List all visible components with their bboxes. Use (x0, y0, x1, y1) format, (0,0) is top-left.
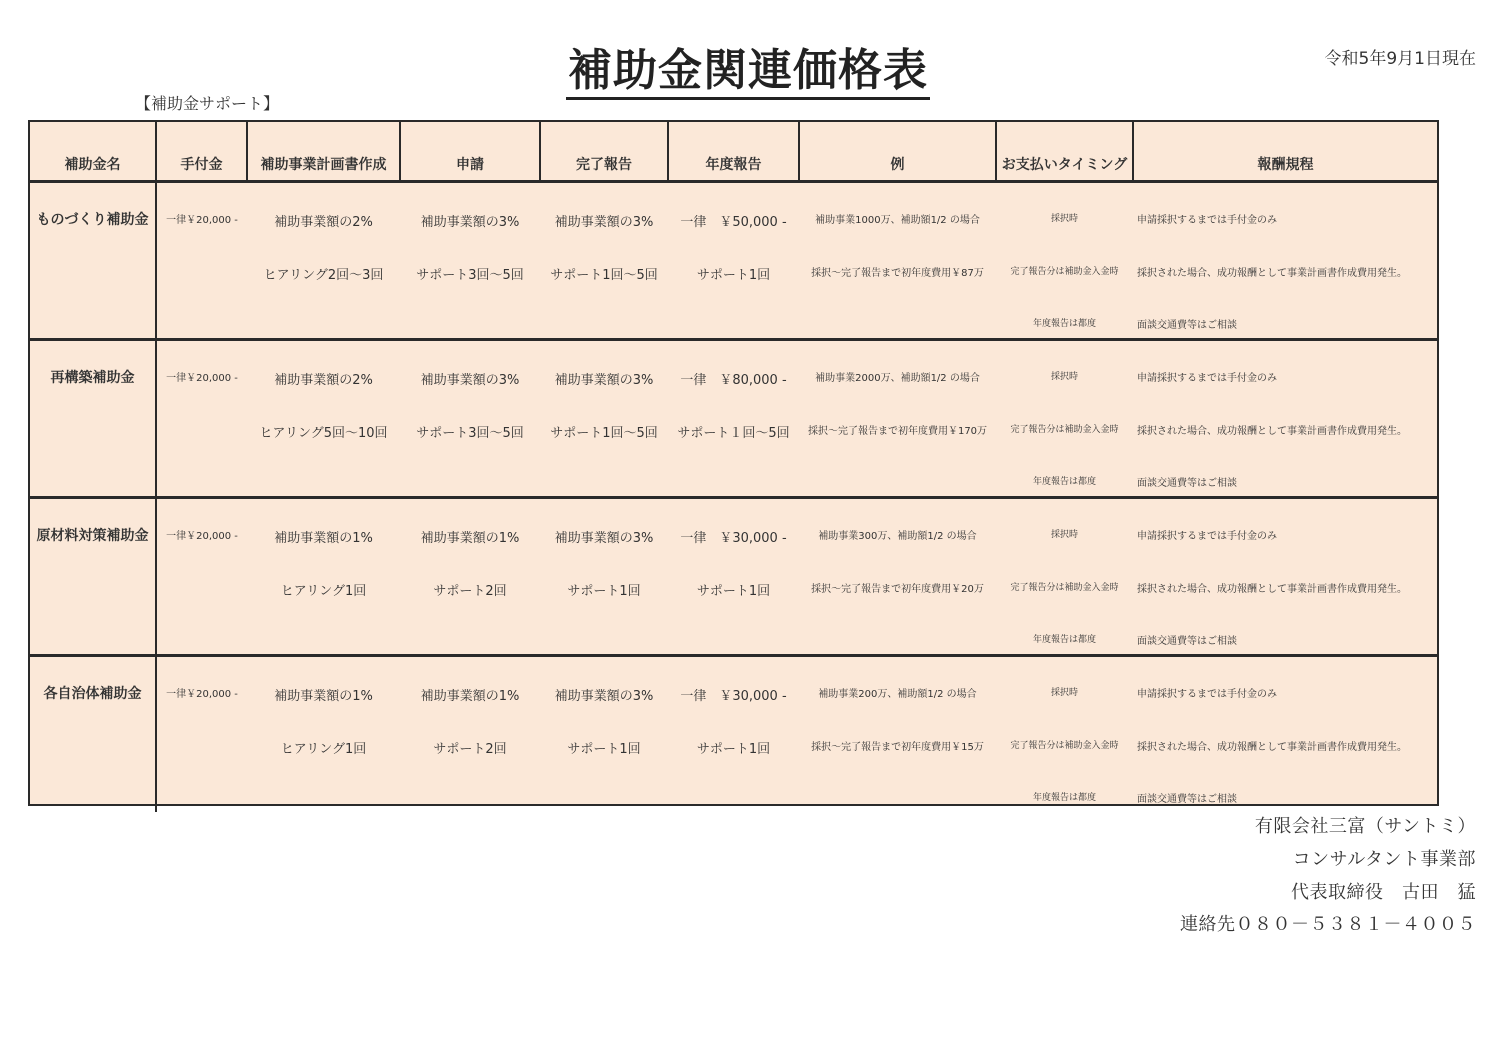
header-cell: お支払いタイミング (996, 122, 1133, 182)
deposit-cell (156, 498, 247, 656)
section-label: 【補助金サポート】 (135, 94, 280, 113)
completion-cell (540, 182, 668, 340)
completion-cell (540, 498, 668, 656)
completion-line: サポート1回 (567, 584, 641, 599)
price-table (28, 120, 1439, 806)
rules-line: 面談交通費等はご相談 (1137, 478, 1237, 489)
completion-line: 補助事業額の3% (554, 215, 654, 230)
apply-cell (400, 182, 540, 340)
annual-line: サポート1回 (696, 742, 771, 757)
subsidy-name: 各自治体補助金 (30, 656, 156, 813)
rules-line: 採択された場合、成功報酬として事業計画書作成費用発生。 (1137, 742, 1407, 753)
plan-cell (247, 498, 400, 656)
rules-cell (1133, 182, 1437, 340)
example-line: 補助事業200万、補助額1/2 の場合 (818, 689, 977, 700)
timing-cell (996, 498, 1133, 656)
footer-department: コンサルタント事業部 (1292, 849, 1476, 870)
rules-line: 申請採択するまでは手付金のみ (1137, 689, 1277, 700)
header-cell: 例 (799, 122, 996, 182)
rules-line: 採択された場合、成功報酬として事業計画書作成費用発生。 (1137, 426, 1407, 437)
page-title-text: 補助金関連価格表 (566, 45, 930, 100)
rules-line: 採択された場合、成功報酬として事業計画書作成費用発生。 (1137, 584, 1407, 595)
table-row (30, 656, 1437, 813)
completion-line: サポート1回～5回 (550, 426, 658, 441)
deposit-cell (156, 182, 247, 340)
footer-contact: 連絡先０８０－５３８１－４００５ (1180, 914, 1476, 935)
timing-line: 完了報告分は補助金入金時 (1010, 425, 1119, 435)
footer-company: 有限会社三富（サントミ） (1254, 816, 1476, 837)
subsidy-name: ものづくり補助金 (30, 182, 156, 340)
timing-cell (996, 656, 1133, 813)
timing-line: 採択時 (1050, 530, 1078, 540)
subsidy-name: 原材料対策補助金 (30, 498, 156, 656)
annual-cell (668, 340, 799, 498)
completion-line: 補助事業額の3% (554, 373, 654, 388)
annual-cell (668, 656, 799, 813)
example-line: 補助事業300万、補助額1/2 の場合 (818, 531, 977, 542)
apply-line: サポート2回 (433, 584, 507, 599)
plan-line: ヒアリング1回 (280, 742, 367, 757)
timing-line: 完了報告分は補助金入金時 (1010, 741, 1119, 751)
header-cell: 手付金 (156, 122, 247, 182)
annual-cell (668, 498, 799, 656)
annual-line: 一律 ￥50,000 - (680, 215, 787, 230)
annual-line: 一律 ￥30,000 - (680, 531, 787, 546)
plan-line: ヒアリング2回～3回 (263, 268, 384, 283)
apply-line: 補助事業額の3% (420, 215, 520, 230)
annual-line: サポート１回～5回 (677, 426, 790, 441)
timing-line: 完了報告分は補助金入金時 (1010, 267, 1119, 277)
apply-line: サポート3回～5回 (416, 268, 524, 283)
plan-cell (247, 182, 400, 340)
example-cell (799, 656, 996, 813)
header-cell: 補助事業計画書作成 (247, 122, 400, 182)
timing-line: 年度報告は都度 (1032, 319, 1096, 329)
example-line: 採択～完了報告まで初年度費用￥20万 (811, 584, 984, 595)
header-cell: 補助金名 (30, 122, 156, 182)
deposit-line: 一律￥20,000 - (166, 215, 238, 226)
timing-line: 採択時 (1050, 214, 1078, 224)
apply-cell (400, 340, 540, 498)
apply-line: サポート3回～5回 (416, 426, 524, 441)
deposit-line: 一律￥20,000 - (166, 531, 238, 542)
completion-cell (540, 656, 668, 813)
plan-line: ヒアリング5回～10回 (259, 426, 388, 441)
apply-line: 補助事業額の3% (420, 373, 520, 388)
deposit-cell (156, 656, 247, 813)
rules-line: 採択された場合、成功報酬として事業計画書作成費用発生。 (1137, 268, 1407, 279)
header-cell: 完了報告 (540, 122, 668, 182)
example-line: 補助事業1000万、補助額1/2 の場合 (815, 215, 980, 226)
completion-line: 補助事業額の3% (554, 531, 654, 546)
rules-line: 申請採択するまでは手付金のみ (1137, 215, 1277, 226)
plan-line: 補助事業額の2% (274, 215, 373, 230)
header-cell: 年度報告 (668, 122, 799, 182)
rules-line: 申請採択するまでは手付金のみ (1137, 531, 1277, 542)
example-cell (799, 498, 996, 656)
apply-cell (400, 498, 540, 656)
header-cell: 報酬規程 (1133, 122, 1437, 182)
timing-line: 年度報告は都度 (1032, 635, 1096, 645)
rules-cell (1133, 340, 1437, 498)
rules-line: 面談交通費等はご相談 (1137, 320, 1237, 331)
timing-line: 採択時 (1050, 688, 1078, 698)
example-line: 採択～完了報告まで初年度費用￥170万 (807, 426, 988, 437)
apply-line: 補助事業額の1% (420, 531, 520, 546)
apply-line: サポート2回 (433, 742, 507, 757)
example-cell (799, 182, 996, 340)
example-cell (799, 340, 996, 498)
date-label: 令和5年9月1日現在 (1324, 49, 1476, 69)
completion-line: サポート1回～5回 (550, 268, 658, 283)
plan-cell (247, 340, 400, 498)
example-line: 補助事業2000万、補助額1/2 の場合 (815, 373, 980, 384)
rules-line: 面談交通費等はご相談 (1137, 636, 1237, 647)
table-row (30, 340, 1437, 498)
plan-cell (247, 656, 400, 813)
deposit-line: 一律￥20,000 - (166, 689, 238, 700)
rules-cell (1133, 498, 1437, 656)
header-row (30, 122, 1437, 182)
rules-cell (1133, 656, 1437, 813)
completion-cell (540, 340, 668, 498)
plan-line: 補助事業額の1% (274, 531, 373, 546)
deposit-cell (156, 340, 247, 498)
plan-line: 補助事業額の1% (274, 689, 373, 704)
rules-line: 面談交通費等はご相談 (1137, 794, 1237, 805)
footer-representative: 代表取締役 古田 猛 (1291, 882, 1476, 903)
timing-line: 年度報告は都度 (1032, 477, 1096, 487)
apply-cell (400, 656, 540, 813)
completion-line: 補助事業額の3% (554, 689, 654, 704)
timing-cell (996, 340, 1133, 498)
annual-line: サポート1回 (696, 268, 771, 283)
example-line: 採択～完了報告まで初年度費用￥15万 (811, 742, 984, 753)
annual-cell (668, 182, 799, 340)
table-row (30, 498, 1437, 656)
timing-line: 年度報告は都度 (1032, 793, 1096, 803)
plan-line: 補助事業額の2% (274, 373, 373, 388)
annual-line: 一律 ￥30,000 - (680, 689, 787, 704)
timing-cell (996, 182, 1133, 340)
annual-line: 一律 ￥80,000 - (680, 373, 787, 388)
timing-line: 完了報告分は補助金入金時 (1010, 583, 1119, 593)
example-line: 採択～完了報告まで初年度費用￥87万 (811, 268, 984, 279)
completion-line: サポート1回 (567, 742, 641, 757)
deposit-line: 一律￥20,000 - (166, 373, 238, 384)
annual-line: サポート1回 (696, 584, 771, 599)
plan-line: ヒアリング1回 (280, 584, 367, 599)
table-row (30, 182, 1437, 340)
rules-line: 申請採択するまでは手付金のみ (1137, 373, 1277, 384)
header-cell: 申請 (400, 122, 540, 182)
page-title (0, 34, 1496, 98)
apply-line: 補助事業額の1% (420, 689, 520, 704)
timing-line: 採択時 (1050, 372, 1078, 382)
subsidy-name: 再構築補助金 (30, 340, 156, 498)
